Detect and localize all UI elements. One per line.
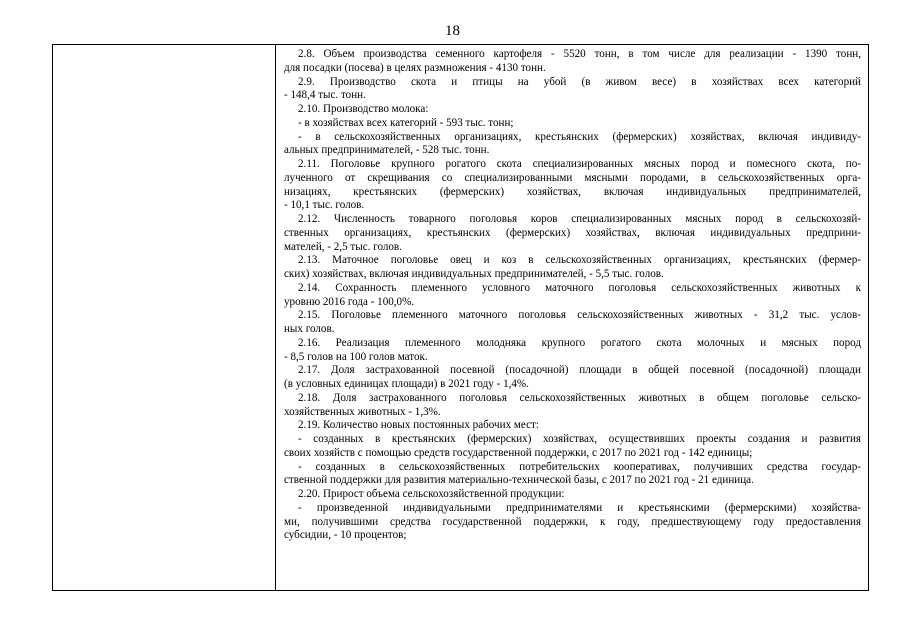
paragraph-line: (в условных единицах площади) в 2021 году - 1,4%. bbox=[284, 378, 529, 390]
paragraph-line: 2.9. Производство скота и птицы на убой (в живом весе) в хозяйствах всех категорий bbox=[298, 75, 861, 88]
paragraph-line: мателей, - 2,5 тыс. голов. bbox=[284, 240, 402, 253]
paragraph-line: ми, получившими средства государственной поддержки, к году, предшествующему году предоставления bbox=[284, 515, 861, 528]
table-right-column bbox=[276, 45, 868, 590]
paragraph-line: 2.8. Объем производства семенного картофеля - 5520 тонн, в том числе для реализации - 1390 тонн, bbox=[298, 48, 861, 60]
paragraph-line: - 148,4 тыс. тонн. bbox=[284, 89, 366, 102]
paragraph bbox=[284, 254, 861, 282]
paragraph-line: низациях, крестьянских (фермерских) хозяйствах, включая индивидуальных предпринимателей, bbox=[284, 185, 861, 198]
paragraph bbox=[284, 502, 861, 543]
page-number: 18 bbox=[445, 23, 460, 39]
paragraph bbox=[284, 337, 861, 365]
paragraph-line: 2.18. Доля застрахованного поголовья сельскохозяйственных животных в общем поголовье сельско- bbox=[298, 391, 861, 404]
paragraph bbox=[284, 488, 861, 502]
paragraph bbox=[284, 213, 861, 254]
paragraph bbox=[284, 48, 861, 76]
paragraph-line: уровню 2016 года - 100,0%. bbox=[284, 295, 415, 308]
paragraph-line: 2.16. Реализация племенного молодняка крупного рогатого скота молочных и мясных пород bbox=[298, 336, 861, 349]
paragraph-line: 2.20. Прирост объема сельскохозяйственной продукции: bbox=[298, 488, 565, 500]
paragraph-line: - произведенной индивидуальными предпринимателями и крестьянскими (фермерскими) хозяйства- bbox=[298, 501, 861, 514]
paragraph-line: субсидии, - 10 процентов; bbox=[284, 529, 407, 542]
paragraph bbox=[284, 117, 861, 131]
paragraph bbox=[284, 461, 861, 489]
paragraph bbox=[284, 282, 861, 310]
paragraph-line: 2.12. Численность товарного поголовья коров специализированных мясных пород в сельскохозяй- bbox=[298, 213, 861, 225]
paragraph bbox=[284, 158, 861, 213]
paragraph-line: ственных организациях, крестьянских (фермерских) хозяйствах, включая индивидуальных предприни- bbox=[284, 226, 861, 239]
paragraph-line: - 8,5 голов на 100 голов маток. bbox=[284, 350, 428, 363]
paragraph-line: - 10,1 тыс. голов. bbox=[284, 199, 365, 212]
paragraph-line: 2.13. Маточное поголовье овец и коз в сельскохозяйственных организациях, крестьянских (фермер- bbox=[298, 254, 861, 267]
paragraph-line: - созданных в крестьянских (фермерских) хозяйствах, осуществивших проекты создания и развития bbox=[298, 433, 861, 445]
paragraph-line: лученного от скрещивания со специализированными мясными породами, в сельскохозяйственных орга- bbox=[284, 171, 861, 184]
paragraph-line: ских) хозяйствах, включая индивидуальных предпринимателей, - 5,5 тыс. голов. bbox=[284, 268, 664, 280]
paragraph-line: 2.17. Доля застрахованной посевной (посадочной) площади в общей посевной (посадочной) площади bbox=[298, 364, 861, 377]
paragraph bbox=[284, 364, 861, 392]
paragraph bbox=[284, 309, 861, 337]
table-left-column bbox=[53, 45, 276, 590]
paragraph-line: 2.11. Поголовье крупного рогатого скота специализированных мясных пород и помесного скота, по- bbox=[298, 158, 861, 170]
paragraph-line: своих хозяйств с помощью средств государственной поддержки, с 2017 по 2021 год - 142 единицы; bbox=[284, 446, 753, 459]
paragraph-line: 2.19. Количество новых постоянных рабочих мест: bbox=[298, 419, 539, 432]
paragraph bbox=[284, 419, 861, 433]
paragraph bbox=[284, 433, 861, 461]
paragraph bbox=[284, 76, 861, 104]
paragraph-line: ных голов. bbox=[284, 323, 335, 335]
paragraph-line: - в хозяйствах всех категорий - 593 тыс. тонн; bbox=[298, 116, 514, 129]
paragraph-line: - в сельскохозяйственных организациях, крестьянских (фермерских) хозяйствах, включая индивиду- bbox=[298, 130, 861, 143]
paragraph bbox=[284, 392, 861, 420]
paragraph bbox=[284, 131, 861, 159]
document-table bbox=[52, 44, 869, 591]
paragraph-line: альных предпринимателей, - 528 тыс. тонн. bbox=[284, 144, 490, 157]
paragraph-line: ственной поддержки для развития материально-технической базы, с 2017 по 2021 год - 21 единица. bbox=[284, 474, 754, 487]
paragraph bbox=[284, 103, 861, 117]
paragraph-line: хозяйственных животных - 1,3%. bbox=[284, 405, 441, 418]
paragraph-line: для посадки (посева) в целях размножения - 4130 тонн. bbox=[284, 61, 546, 74]
paragraph-line: 2.14. Сохранность племенного условного маточного поголовья сельскохозяйственных животных к bbox=[298, 281, 861, 294]
paragraph-line: 2.15. Поголовье племенного маточного поголовья сельскохозяйственных животных - 31,2 тыс. услов- bbox=[298, 309, 861, 322]
paragraph-line: - созданных в сельскохозяйственных потребительских кооперативах, получивших средства государ- bbox=[298, 460, 861, 473]
paragraph-line: 2.10. Производство молока: bbox=[298, 103, 429, 115]
